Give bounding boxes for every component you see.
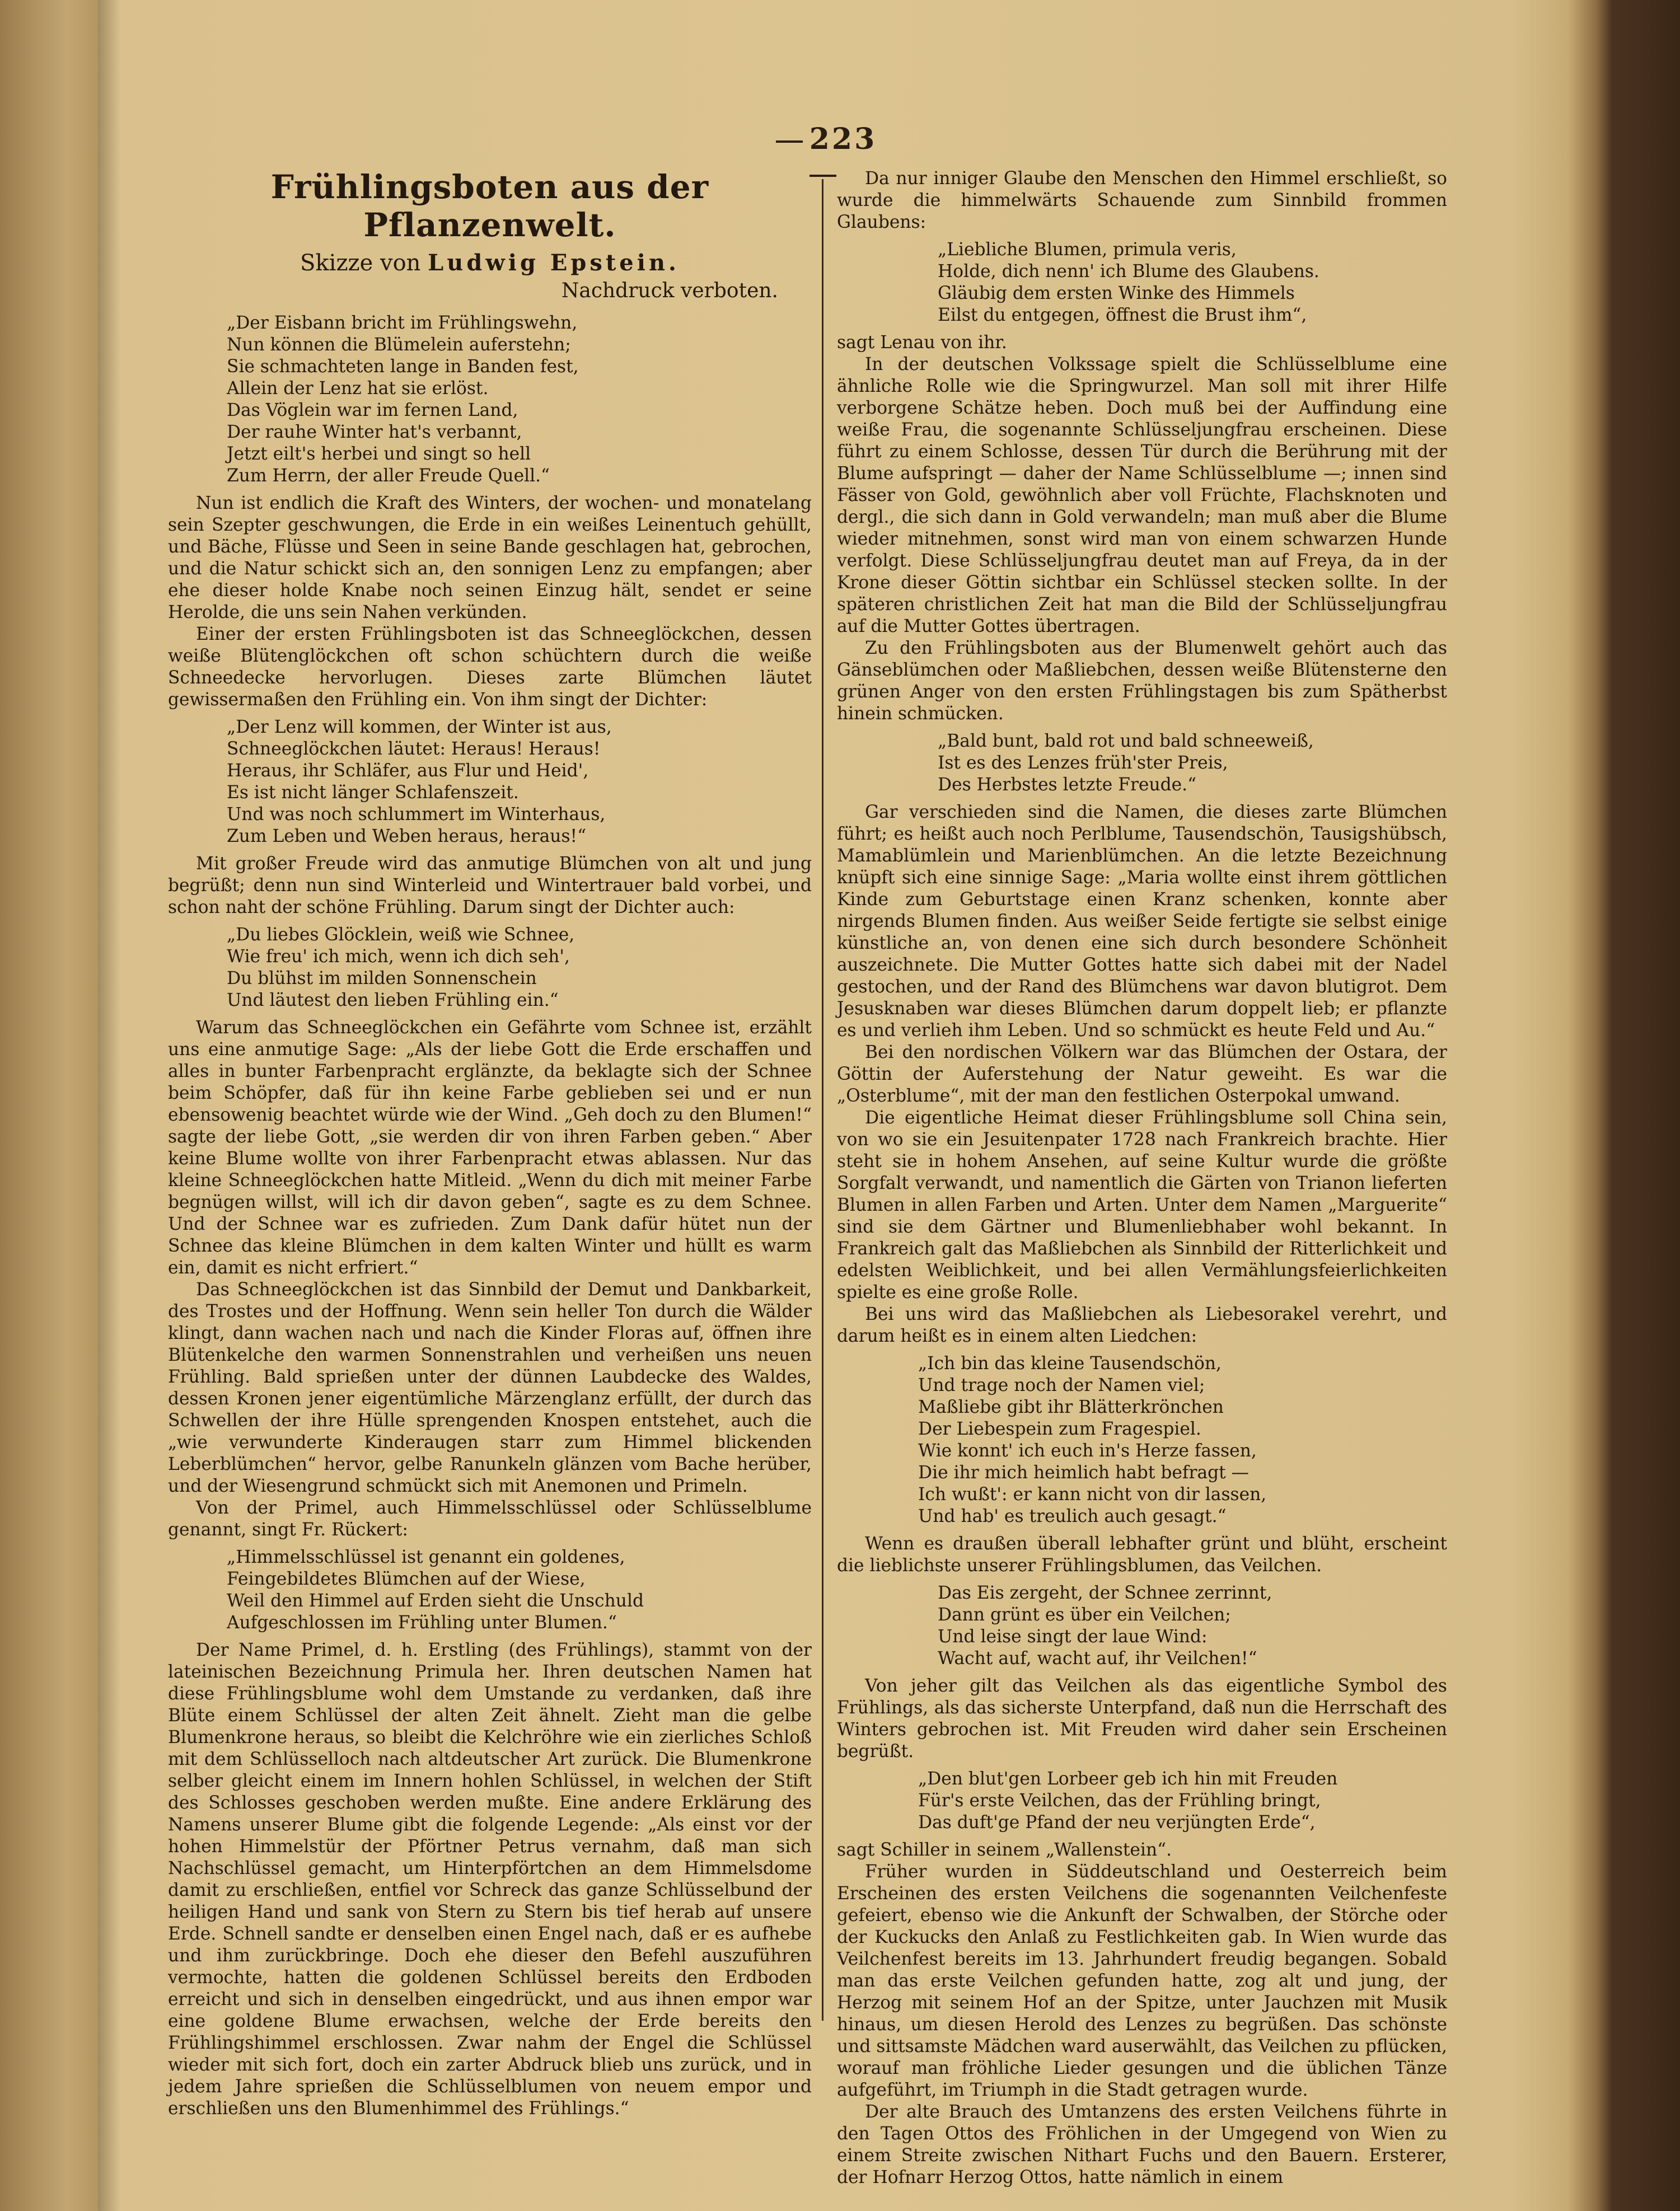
- paragraph: Warum das Schneeglöckchen ein Gefährte vom Schnee ist, erzählt uns eine anmutige Sage: „Als der liebe Gott die Erde erschaffen und alles in bunter Farbenpracht erglänzte, da beklagte sich der Schnee beim Schöpfer, daß für ihn keine Farbe geblieben sei und er nun ebensowenig beachtet würde wie der Wind. „Geh doch zu den Blumen!“ sagte der liebe Gott, „sie werden dir von ihren Farben geben.“ Aber keine Blume wollte von ihrer Farbenpracht etwas ablassen. Nur das kleine Schneeglöckchen hatte Mitleid. „Wenn du dich mit meiner Farbe begnügen willst, will ich dir davon geben“, sagte es zu dem Schnee. Und der Schnee war es zufrieden. Zum Dank dafür hütet nun der Schnee das kleine Blümchen in dem kalten Winter und hüllt es warm ein, damit es nicht erfriert.“: [168, 1018, 812, 1278]
- verse-line: Und trage noch der Namen viel;: [918, 1375, 1205, 1395]
- facing-page-edge: [0, 0, 98, 2211]
- verse-line: Holde, dich nenn' ich Blume des Glaubens.: [938, 261, 1319, 282]
- verse-line: Wie freu' ich mich, wenn ich dich seh',: [227, 947, 570, 967]
- article-title: Frühlingsboten aus der Pflanzenwelt.: [270, 168, 709, 244]
- verse-line: Das Vöglein war im fernen Land,: [227, 400, 518, 420]
- paragraph: Einer der ersten Frühlingsboten ist das Schneeglöckchen, dessen weiße Blütenglöckchen oft schon schüchtern durch die weiße Schneedecke hervorlugen. Dieses zarte Blümchen läutet gewissermaßen den Frühling ein. Von ihm singt der Dichter:: [168, 624, 812, 710]
- verse-line: „Den blut'gen Lorbeer geb ich hin mit Freuden: [918, 1769, 1338, 1789]
- attribution: sagt Lenau von ihr.: [837, 332, 1007, 353]
- byline-prefix: Skizze von: [300, 250, 421, 276]
- paragraph: Das Schneeglöckchen ist das Sinnbild der Demut und Dankbarkeit, des Trostes und der Hoffnung. Wenn sein heller Ton durch die Wälder klingt, dann wachen nach und nach die Kinder Floras auf, öffnen ihre Blütenkelche den warmen Sonnenstrahlen und verheißen uns neuen Frühling. Bald sprießen unter der dünnen Laubdecke des Waldes, dessen Kronen jener eigentümliche Märzenglanz erfüllt, der durch das Schwellen der ihre Hülle sprengenden Knospen entstehet, auch die „wie verwunderte Kinderaugen starr zum Himmel blickenden Leberblümchen“ hervor, gelbe Ranunkeln glänzen vom Bache herüber, und der Wiesengrund schmückt sich mit Anemonen und Primeln.: [168, 1280, 812, 1496]
- paragraph: Da nur inniger Glaube den Menschen den Himmel erschließt, so wurde die himmelwärts Schauende zum Sinnbild frommen Glaubens:: [837, 168, 1447, 232]
- author-name: Ludwig Epstein.: [428, 250, 680, 276]
- verse-line: Das duft'ge Pfand der neu verjüngten Erde“,: [918, 1812, 1316, 1833]
- verse-line: „Liebliche Blumen, primula veris,: [938, 240, 1237, 260]
- verse-line: „Bald bunt, bald rot und bald schneeweiß,: [938, 731, 1314, 751]
- verse-line: Wie konnt' ich euch in's Herze fassen,: [918, 1441, 1257, 1461]
- left-column: [168, 168, 812, 2120]
- poem-eisbann: [227, 312, 812, 487]
- paragraph: Bei uns wird das Maßliebchen als Liebesorakel verehrt, und darum heißt es in einem alten Liedchen:: [837, 1304, 1447, 1346]
- verse-line: Und leise singt der laue Wind:: [938, 1627, 1208, 1647]
- poem-bald-bunt: [938, 730, 1447, 796]
- paragraph: Gar verschieden sind die Namen, die dieses zarte Blümchen führt; es heißt auch noch Perlblume, Tausendschön, Tausigshübsch, Mamablümlein und Marienblümchen. An die letzte Bezeichnung knüpft sich eine sinnige Sage: „Maria wollte einst ihrem göttlichen Kinde zum Geburtstage einen Kranz schenken, konnte aber nirgends Blumen finden. Aus weißer Seide fertigte sie selbst einige künstliche an, von denen eine sich durch besondere Schönheit auszeichnete. Die Mutter Gottes hatte sich dabei mit der Nadel gestochen, und der Rand des Blümchens war davon blutigrot. Dem Jesusknaben war dieses Blümchen darum doppelt lieb; er pflanzte es und verlieh ihm Leben. Und so schmückt es heute Feld und Au.“: [837, 802, 1447, 1041]
- column-divider: [822, 179, 823, 2021]
- verse-line: „Der Lenz will kommen, der Winter ist aus,: [227, 717, 612, 737]
- verse-line: „Ich bin das kleine Tausendschön,: [918, 1353, 1222, 1374]
- verse-line: Eilst du entgegen, öffnest die Brust ihm“,: [938, 305, 1307, 325]
- verse-line: Es ist nicht länger Schlafenszeit.: [227, 783, 519, 803]
- verse-line: Für's erste Veilchen, das der Frühling bringt,: [918, 1791, 1321, 1811]
- verse-line: Maßliebe gibt ihr Blätterkrönchen: [918, 1397, 1224, 1417]
- paragraph: In der deutschen Volkssage spielt die Schlüsselblume eine ähnliche Rolle wie die Springwurzel. Man soll mit ihrer Hilfe verborgene Schätze heben. Doch muß bei der Auffindung eine weiße Frau, die sogenannte Schlüsseljungfrau erscheinen. Diese führt zu einem Schlosse, dessen Tür durch die Berührung mit der Blume aufspringt — daher der Name Schlüsselblume —; innen sind Fässer von Gold, gewöhnlich aber voll Früchte, Flachsknoten und dergl., die sich dann in Gold verwandeln; man muß aber die Blume wieder mitnehmen, sonst wird man von einem schwarzen Hunde verfolgt. Diese Schlüsseljungfrau deutet man auf Freya, da in der Krone dieser Göttin sichtbar ein Schlüssel stecken sollte. In der späteren christlichen Zeit hat man die Bild der Schlüsseljungfrau auf die Mutter Gottes übertragen.: [837, 354, 1447, 636]
- verse-line: Und was noch schlummert im Winterhaus,: [227, 804, 606, 825]
- verse-line: Ich wußt': er kann nicht von dir lassen,: [918, 1484, 1267, 1505]
- verse-line: Die ihr mich heimlich habt befragt —: [918, 1463, 1249, 1483]
- verse-line: Gläubig dem ersten Winke des Himmels: [938, 283, 1295, 303]
- attribution: sagt Schiller in seinem „Wallenstein“.: [837, 1840, 1172, 1860]
- reprint-notice: Nachdruck verboten.: [561, 279, 778, 302]
- poem-lenz: [227, 716, 812, 847]
- verse-line: „Himmelsschlüssel ist genannt ein goldenes,: [227, 1547, 625, 1567]
- paragraph: Früher wurden in Süddeutschland und Oesterreich beim Erscheinen des ersten Veilchens die sogenannten Veilchenfeste gefeiert, ebenso wie die Ankunft der Schwalben, der Störche oder der Kuckucks den Anlaß zu Festlichkeiten gab. In Wien wurde das Veilchenfest bereits im 13. Jahrhundert freudig begangen. Sobald man das erste Veilchen gefunden hatte, zog alt und jung, der Herzog mit seinem Hof an der Spitze, unter Jauchzen mit Musik hinaus, um diesen Herold des Lenzes zu begrüßen. Das schönste und sittsamste Mädchen ward auserwählt, das Veilchen zu pflücken, worauf man fröhliche Lieder gesungen und die üblichen Tänze aufgeführt, im Triumph in die Stadt getragen wurde.: [837, 1862, 1447, 2100]
- poem-wallenstein: [918, 1768, 1447, 1834]
- verse-line: Allein der Lenz hat sie erlöst.: [227, 378, 489, 399]
- verse-line: Weil den Himmel auf Erden sieht die Unschuld: [227, 1591, 644, 1611]
- paragraph: Wenn es draußen überall lebhafter grünt und blüht, erscheint die lieblichste unserer Frühlingsblumen, das Veilchen.: [837, 1534, 1447, 1576]
- verse-line: Zum Herrn, der aller Freude Quell.“: [227, 466, 550, 486]
- verse-line: „Du liebes Glöcklein, weiß wie Schnee,: [227, 925, 575, 945]
- poem-primula: [938, 239, 1447, 326]
- verse-line: Und läutest den lieben Frühling ein.“: [227, 990, 559, 1010]
- paragraph: Bei den nordischen Völkern war das Blümchen der Ostara, der Göttin der Auferstehung der Natur geweiht. Es war die „Osterblume“, mit der man den festlichen Osterpokal umwand.: [837, 1042, 1447, 1106]
- verse-line: Feingebildetes Blümchen auf der Wiese,: [227, 1569, 586, 1589]
- verse-line: Und hab' es treulich auch gesagt.“: [918, 1506, 1227, 1526]
- paragraph: Der Name Primel, d. h. Erstling (des Frühlings), stammt von der lateinischen Bezeichnung Primula her. Ihren deutschen Namen hat diese Frühlingsblume wohl dem Umstande zu verdanken, daß ihre Blüte einem Schlüssel der alten Zeit ähnelt. Zieht man die gelbe Blumenkrone heraus, so bleibt die Kelchröhre wie ein zierliches Schloß mit dem Schlüsselloch nach altdeutscher Art zurück. Die Blumenkrone selber gleicht einem im Innern hohlen Schlüssel, in welchen der Stift des Schlosses geschoben werden mußte. Eine andere Erklärung des Namens unserer Blume gibt die folgende Legende: „Als einst vor der hohen Himmelstür der Pförtner Petrus vernahm, daß man sich Nachschlüssel gemacht, um Hinterpförtchen an dem Himmelsdome damit zu erschließen, entfiel vor Schreck das ganze Schlüsselbund der heiligen Hand und sank von Stern zu Stern bis tief herab auf unsere Erde. Schnell sandte er denselben einen Engel nach, daß er es aufhebe und ihm zurückbringe. Doch ehe dieser den Befehl auszuführen vermochte, hatten die goldenen Schlüssel bereits den Erdboden erreicht und sich in denselben eingedrückt, und aus ihnen empor war eine goldene Blume erwachsen, welche der Erde bereits den Frühlingshimmel erschlossen. Zwar nahm der Engel die Schlüssel wieder mit sich fort, doch ein zarter Abdruck blieb uns zurück, und in jedem Jahre sprießen die Schlüsselblumen von neuem empor und erschließen uns den Blumenhimmel des Frühlings.“: [168, 1640, 812, 2119]
- paragraph: Die eigentliche Heimat dieser Frühlingsblume soll China sein, von wo sie ein Jesuitenpater 1728 nach Frankreich brachte. Hier steht sie in hohem Ansehen, auf seine Kultur wurde die größte Sorgfalt verwandt, und namentlich die Gärten von Trianon lieferten Blumen in allen Farben und Arten. Unter dem Namen „Marguerite“ sind sie dem Gärtner und Blumenliebhaber wohl bekannt. In Frankreich galt das Maßliebchen als Sinnbild der Ritterlichkeit und edelsten Weiblichkeit, und bei allen Vermählungsfeierlichkeiten spielte es eine große Rolle.: [837, 1108, 1447, 1303]
- verse-line: Nun können die Blümelein auferstehn;: [227, 335, 571, 355]
- verse-line: „Der Eisbann bricht im Frühlingswehn,: [227, 313, 578, 333]
- poem-himmelsschluessel: [227, 1547, 812, 1634]
- paragraph: Der alte Brauch des Umtanzens des ersten Veilchens führte in den Tagen Ottos des Fröhlichen in der Umgegend von Wien zu einem Streite zwischen Nithart Fuchs und den Bauern. Ersterer, der Hofnarr Herzog Ottos, hatte nämlich in einem: [837, 2102, 1447, 2187]
- paragraph: Zu den Frühlingsboten aus der Blumenwelt gehört auch das Gänseblümchen oder Maßliebchen, dessen weiße Blütensterne den grünen Anger von den ersten Frühlingstagen bis zum Spätherbst hinein schmücken.: [837, 638, 1447, 724]
- verse-line: Aufgeschlossen im Frühling unter Blumen.“: [227, 1613, 617, 1633]
- page-fold-shadow: [98, 0, 120, 2211]
- paragraph: Mit großer Freude wird das anmutige Blümchen von alt und jung begrüßt; denn nun sind Winterleid und Wintertrauer bald vorbei, und schon naht der schöne Frühling. Darum singt der Dichter auch:: [168, 854, 812, 917]
- verse-line: Zum Leben und Weben heraus, heraus!“: [227, 826, 587, 846]
- verse-line: Heraus, ihr Schläfer, aus Flur und Heid',: [227, 761, 589, 781]
- verse-line: Schneeglöckchen läutet: Heraus! Heraus!: [227, 739, 601, 759]
- verse-line: Ist es des Lenzes früh'ster Preis,: [938, 753, 1228, 773]
- byline: [168, 250, 812, 276]
- poem-gloecklein: [227, 924, 812, 1011]
- paragraph: Von jeher gilt das Veilchen als das eigentliche Symbol des Frühlings, als das sicherste Unterpfand, daß nun die Herrschaft des Winters gebrochen ist. Mit Freuden wird daher sein Erscheinen begrüßt.: [837, 1676, 1447, 1762]
- verse-line: Du blühst im milden Sonnenschein: [227, 968, 537, 989]
- poem-tausendschoen: [918, 1353, 1447, 1528]
- verse-line: Jetzt eilt's herbei und singt so hell: [227, 444, 531, 464]
- verse-line: Dann grünt es über ein Veilchen;: [938, 1605, 1231, 1625]
- paragraph: Nun ist endlich die Kraft des Winters, der wochen- und monatelang sein Szepter geschwungen, die Erde in ein weißes Leinentuch gehüllt, und Bäche, Flüsse und Seen in seine Bande geschlagen hat, gebrochen, und die Natur schickt sich an, den sonnigen Lenz zu empfangen; aber ehe dieser holde Knabe noch seinen Einzug hält, sendet er seine Herolde, die uns sein Nahen verkünden.: [168, 493, 812, 622]
- verse-line: Des Herbstes letzte Freude.“: [938, 775, 1197, 795]
- verse-line: Der rauhe Winter hat's verbannt,: [227, 422, 522, 442]
- verse-line: Sie schmachteten lange in Banden fest,: [227, 357, 579, 377]
- verse-line: Der Liebespein zum Fragespiel.: [918, 1419, 1201, 1439]
- paragraph: Von der Primel, auch Himmelsschlüssel oder Schlüsselblume genannt, singt Fr. Rückert:: [168, 1498, 812, 1540]
- verse-line: Wacht auf, wacht auf, ihr Veilchen!“: [938, 1648, 1257, 1669]
- poem-veilchen: [938, 1582, 1447, 1670]
- verse-line: Das Eis zergeht, der Schnee zerrinnt,: [938, 1583, 1272, 1603]
- page-number: 223: [750, 122, 896, 190]
- right-column: [837, 168, 1447, 2189]
